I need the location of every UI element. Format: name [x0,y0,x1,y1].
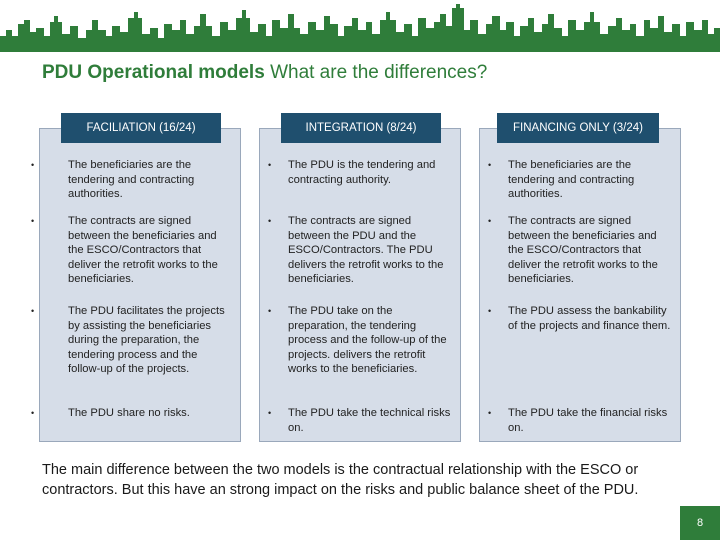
bullet: • [31,306,35,316]
bullet: • [488,306,492,316]
list-item-text: The beneficiaries are the tendering and contracting authorities. [508,159,635,200]
list-item-text: The contracts are signed between the beneficiaries and the ESCO/Contractors that deliver the retrofit works to the beneficiaries. [68,215,218,285]
slide-title [42,62,487,84]
page-number: 8 [680,506,720,540]
list-item-text: The contracts are signed between the beneficiaries and the ESCO/Contractors that deliver the retrofit works to the beneficiaries. [508,215,658,285]
bullet: • [268,306,272,316]
list-item-text: The PDU take the financial risks on. [508,407,668,434]
column-header-financing-only: FINANCING ONLY (3/24) [497,113,659,143]
list-item-text: The PDU facilitates the projects by assisting the beneficiaries during the preparation, the tendering process and the follow-up of the projects. [68,305,225,375]
list-item-text: The PDU take on the preparation, the tendering process and the follow-up of the projects. delivers the retrofit works to the beneficiaries. [288,305,447,375]
bullet: • [31,216,35,226]
list-item-text: The PDU share no risks. [68,407,190,419]
column-header-integration: INTEGRATION (8/24) [281,113,441,143]
bullet: • [488,408,492,418]
bullet: • [31,408,35,418]
bullet: • [268,160,272,170]
bullet: • [31,160,35,170]
list-item-text: The beneficiaries are the tendering and contracting authorities. [68,159,195,200]
slide-title-rest: What are the differences? [270,62,488,83]
bullet: • [488,160,492,170]
summary-text: The main difference between the two models is the contractual relationship with the ESCO or contractors. But this have an strong impact on the risks and public balance sheet of the PDU. [42,462,639,498]
list-item-text: The PDU is the tendering and contracting authority. [288,159,436,186]
list-item-text: The PDU assess the bankability of the projects and finance them. [508,305,671,332]
list-item-text: The contracts are signed between the PDU and the ESCO/Contractors. The PDU delivers the retrofit works to the beneficiaries. [288,215,444,285]
bullet: • [488,216,492,226]
column-facilitation [31,128,241,442]
list-item-text: The PDU take the technical risks on. [288,407,451,434]
bullet: • [268,408,272,418]
bullet: • [268,216,272,226]
column-integration [259,128,461,442]
slide-title-bold: PDU Operational models [42,62,265,83]
city-skyline-banner [0,0,720,52]
column-financing-only [479,128,681,442]
column-header-facilitation: FACILIATION (16/24) [61,113,221,143]
